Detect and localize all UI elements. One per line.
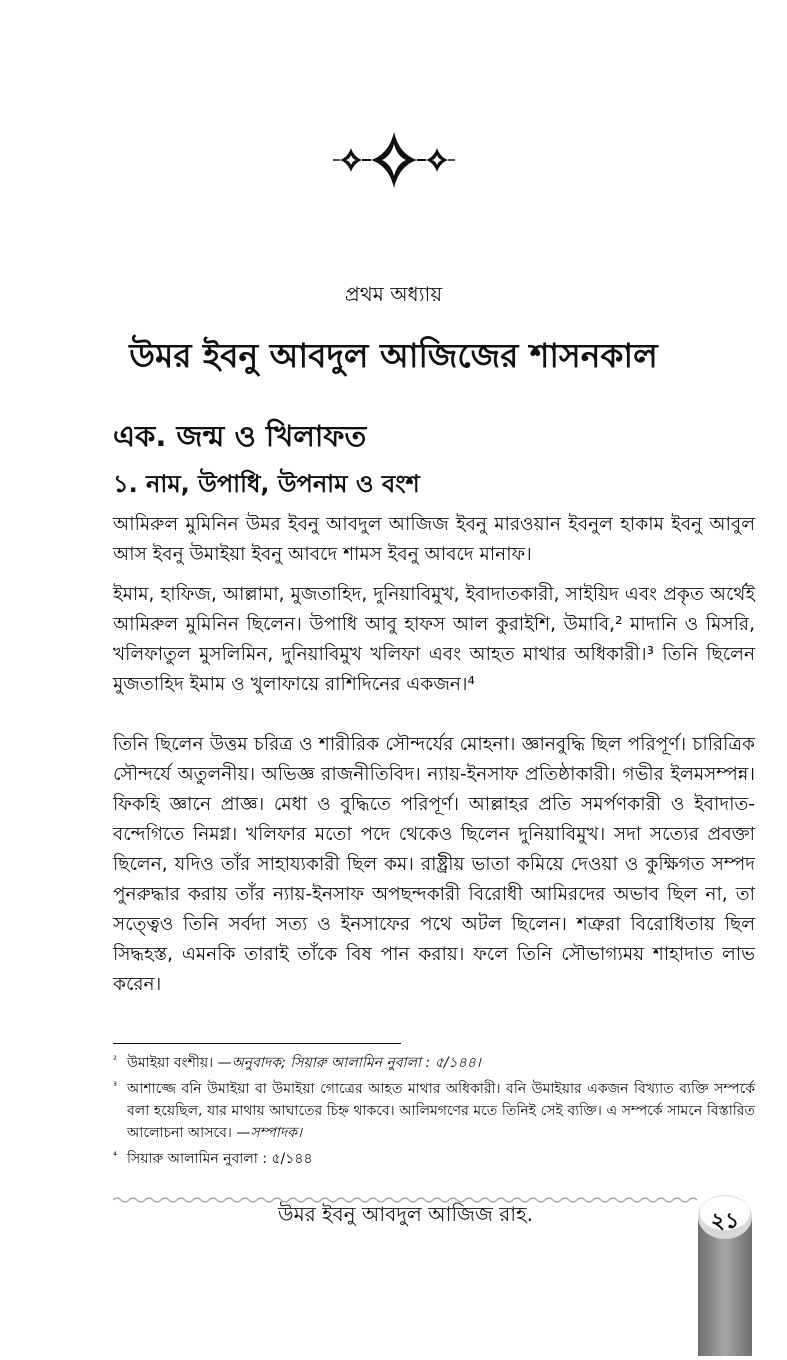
- subsection-heading: ১. নাম, উপাধি, উপনাম ও বংশ: [113, 470, 420, 498]
- footnote-text: আশাজ্জে বনি উমাইয়া বা উমাইয়া গোত্রের আহত মাথার অধিকারী। বনি উমাইয়ার একজন বিখ্যাত ব্যক্তি সম্পর্কে বলা হয়েছিল, যার মাথায় আঘাতের চিহ্ন থাকবে। আলিমগণের মতে তিনিই সেই ব্যক্তি। এ সম্পর্কে সামনে বিস্তারিত আলোচনা আসবে।: [127, 1081, 755, 1141]
- footnote-source: —সম্পাদক।: [236, 1125, 303, 1141]
- footnotes: [113, 1052, 755, 1174]
- footnote-mark: ³: [113, 1081, 118, 1092]
- paragraph-titles: ইমাম, হাফিজ, আল্লামা, মুজতাহিদ, দুনিয়াবিমুখ, ইবাদাতকারী, সাইয়িদ এবং প্রকৃত অর্থেই আমিরুল মুমিনিন ছিলেন। উপাধি আবু হাফস আল কুরাইশি, উমাবি,² মাদানি ও মিসরি, খলিফাতুল মুসলিমিন, দুনিয়াবিমুখ খলিফা এবং আহত মাথার অধিকারী।³ তিনি ছিলেন মুজতাহিদ ইমাম ও খুলাফায়ে রাশিদিনের একজন।⁴: [113, 584, 755, 695]
- diamond-star-ornament-icon: [0, 128, 787, 198]
- section-heading: এক. জন্ম ও খিলাফত: [113, 419, 367, 453]
- footnote-text: উমাইয়া বংশীয়।: [127, 1055, 214, 1071]
- paragraph-character: তিনি ছিলেন উত্তম চরিত্র ও শারীরিক সৌন্দর্যের মোহনা। জ্ঞানবুদ্ধি ছিল পরিপূর্ণ। চারিত্রিক সৌন্দর্যে অতুলনীয়। অভিজ্ঞ রাজনীতিবিদ। ন্যায়-ইনসাফ প্রতিষ্ঠাকারী। গভীর ইলমসম্পন্ন। ফিকহি জ্ঞানে প্রাজ্ঞ। মেধা ও বুদ্ধিতে পরিপূর্ণ। আল্লাহর প্রতি সমর্পণকারী ও ইবাদাত-বন্দেগিতে নিমগ্ন। খলিফার মতো পদে থেকেও ছিলেন দুনিয়াবিমুখ। সদা সত্যের প্রবক্তা ছিলেন, যদিও তাঁর সাহায্যকারী ছিল কম। রাষ্ট্রীয় ভাতা কমিয়ে দেওয়া ও কুক্ষিগত সম্পদ পুনরুদ্ধার করায় তাঁর ন্যায়-ইনসাফ অপছন্দকারী বিরোধী আমিরদের অভাব ছিল না, তা সত্ত্বেও তিনি সর্বদা সত্য ও ইনসাফের পথে অটল ছিলেন। শত্রুরা বিরোধিতায় ছিল সিদ্ধহস্ত, এমনকি তারাই তাঁকে বিষ পান করায়। ফলে তিনি সৌভাগ্যময় শাহাদাত লাভ করেন।: [113, 734, 755, 995]
- chapter-label: প্রথম অধ্যায়: [344, 282, 443, 306]
- footnote: [113, 1078, 755, 1144]
- footnote-mark: ⁴: [113, 1151, 118, 1162]
- footnote: [113, 1052, 755, 1074]
- footnote: [113, 1148, 755, 1170]
- chapter-title: উমর ইবনু আবদুল আজিজের শাসনকাল: [129, 336, 658, 375]
- running-title: উমর ইবনু আবদুল আজিজ রাহ.: [278, 1202, 533, 1226]
- footnote-mark: ²: [113, 1055, 118, 1066]
- footnote-text: সিয়ারু আলামিন নুবালা : ৫/১৪৪: [127, 1151, 313, 1167]
- footnote-source: —অনুবাদক; সিয়ারু আলামিন নুবালা : ৫/১৪৪।: [217, 1055, 481, 1071]
- page-number: ২১: [710, 1209, 740, 1234]
- footer-wavy-rule: [113, 1190, 698, 1200]
- paragraph-lineage: আমিরুল মুমিনিন উমর ইবনু আবদুল আজিজ ইবনু মারওয়ান ইবনুল হাকাম ইবনু আবুল আস ইবনু উমাইয়া ইবনু আবদে শামস ইবনু আবদে মানাফ।: [113, 514, 755, 565]
- footnote-divider: [113, 1043, 401, 1044]
